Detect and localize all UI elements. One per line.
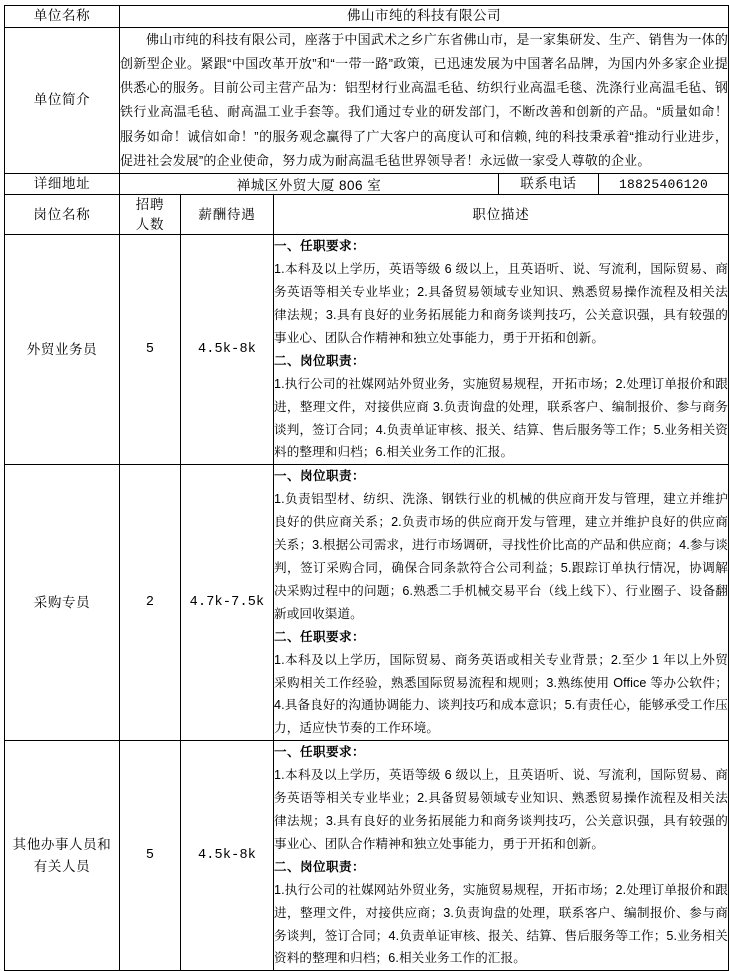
- job-section-body: 1.本科及以上学历，国际贸易、商务英语或相关专业背景；2.至少 1 年以上外贸采购相关工作经验，熟悉国际贸易流程和规则；3.熟练使用 Office 等办公软件；4.具备良好的沟通协调能力、谈判技巧和成本意识；5.有责任心，能够承受工作压力，适应快节奏的工作环境。: [274, 652, 728, 736]
- column-header-position: 岗位名称: [5, 195, 120, 235]
- table-row-job: [5, 235, 729, 465]
- job-section-title: 二、岗位职责：: [274, 859, 365, 874]
- job-title: 外贸业务员: [5, 235, 120, 465]
- job-headcount: 2: [120, 465, 181, 741]
- phone-label: 联系电话: [499, 173, 599, 194]
- job-section-title: 一、岗位职责：: [274, 469, 365, 484]
- job-salary: 4.7k-7.5k: [181, 465, 274, 741]
- job-section-body: 1.执行公司的社媒网站外贸业务，实施贸易规程，开拓市场；2.处理订单报价和跟进，整理文件，对接供应商 3.负责询盘的处理，联系客户、编制报价、参与商务谈判，签订合同；4.负责单证审核、报关、结算、售后服务等工作；5.业务相关资料的整理和归档；6.相关业务工作的汇报。: [274, 376, 728, 460]
- column-header-headcount: [120, 195, 181, 235]
- column-header-headcount-line2: 人数: [135, 216, 165, 232]
- job-title-line2: 有关人员: [33, 858, 91, 874]
- table-row-jobs-header: [5, 195, 729, 235]
- job-section-title: 一、任职要求：: [274, 745, 365, 760]
- column-header-headcount-line1: 招聘: [135, 197, 165, 213]
- company-name-label: 单位名称: [5, 6, 120, 28]
- table-row-company-name: [5, 6, 729, 28]
- job-section-title: 一、任职要求：: [274, 239, 365, 254]
- table-row-job: [5, 465, 729, 741]
- address-label: 详细地址: [5, 173, 120, 194]
- job-title-line1: 其他办事人员和: [12, 837, 112, 853]
- company-name-value: 佛山市纯的科技有限公司: [120, 6, 729, 28]
- job-description: [274, 235, 729, 465]
- job-section-body: 1.本科及以上学历，英语等级 6 级以上，且英语听、说、写流利，国际贸易、商务英语等相关专业毕业；2.具备贸易领域专业知识、熟悉贸易操作流程及相关法律法规；3.具有良好的业务拓展能力和商务谈判技巧，公关意识强，具有较强的事业心、团队合作精神和独立处事能力，勇于开拓和创新。: [274, 768, 728, 851]
- job-headcount: 5: [120, 235, 181, 465]
- company-intro-label: 单位简介: [5, 27, 120, 173]
- job-description: [274, 465, 729, 741]
- job-section-body: 1.本科及以上学历，英语等级 6 级以上，且英语听、说、写流利，国际贸易、商务英语等相关专业毕业；2.具备贸易领域专业知识、熟悉贸易操作流程及相关法律法规；3.具有良好的业务拓展能力和商务谈判技巧，公关意识强，具有较强的事业心、团队合作精神和独立处事能力，勇于开拓和创新。: [274, 262, 728, 345]
- job-section-body: 1.执行公司的社媒网站外贸业务，实施贸易规程，开拓市场；2.处理订单报价和跟进，整理文件，对接供应商；3.负责询盘的处理，联系客户、编制报价、参与商务谈判，签订合同；4.负责单证审核、报关、结算、售后服务等工作；5.业务相关资料的整理和归档；6.相关业务工作的汇报。: [274, 882, 728, 966]
- job-title: [5, 741, 120, 971]
- table-row-job: [5, 741, 729, 971]
- job-section-body: 1.负责铝型材、纺织、洗涤、钢铁行业的机械的供应商开发与管理，建立并维护良好的供应商关系；2.负责市场的供应商开发与管理，建立并维护良好的供应商关系；3.根据公司需求，进行市场调研，寻找性价比高的产品和供应商；4.参与谈判，签订采购合同，确保合同条款符合公司利益；5.跟踪订单执行情况，协调解决采购过程中的问题；6.熟悉二手机械交易平台（线上线下）、行业圈子、设备翻新或回收渠道。: [274, 492, 728, 621]
- job-section-title: 二、任职要求：: [274, 629, 365, 644]
- job-title: 采购专员: [5, 465, 120, 741]
- column-header-description: 职位描述: [274, 195, 729, 235]
- job-salary: 4.5k-8k: [181, 235, 274, 465]
- job-section-title: 二、岗位职责：: [274, 353, 365, 368]
- job-description: [274, 741, 729, 971]
- address-value: 禅城区外贸大厦 806 室: [120, 173, 499, 194]
- phone-value: 18825406120: [599, 173, 729, 194]
- table-row-company-intro: [5, 27, 729, 173]
- job-headcount: 5: [120, 741, 181, 971]
- job-salary: 4.5k-8k: [181, 741, 274, 971]
- column-header-salary: 薪酬待遇: [181, 195, 274, 235]
- table-row-address: [5, 173, 729, 194]
- recruitment-table: [4, 5, 729, 971]
- company-intro-value: 佛山市纯的科技有限公司，座落于中国武术之乡广东省佛山市，是一家集研发、生产、销售为一体的创新型企业。紧跟“中国改革开放”和“一带一路”政策，已迅速发展为中国著名品牌，为国内外多家企业提供悉心的服务。目前公司主营产品为：铝型材行业高温毛毡、纺织行业高温毛毯、洗涤行业高温毛毡、钢铁行业高温毛毡、耐高温工业手套等。我们通过专业的研发部门，不断改善和创新的产品。“质量如命！服务如命！诚信如命！”的服务观念赢得了广大客户的高度认可和信赖, 纯的科技秉承着“推动行业进步，促进社会发展”的企业使命，努力成为耐高温毛毡世界领导者！永远做一家受人尊敬的企业。: [120, 27, 729, 173]
